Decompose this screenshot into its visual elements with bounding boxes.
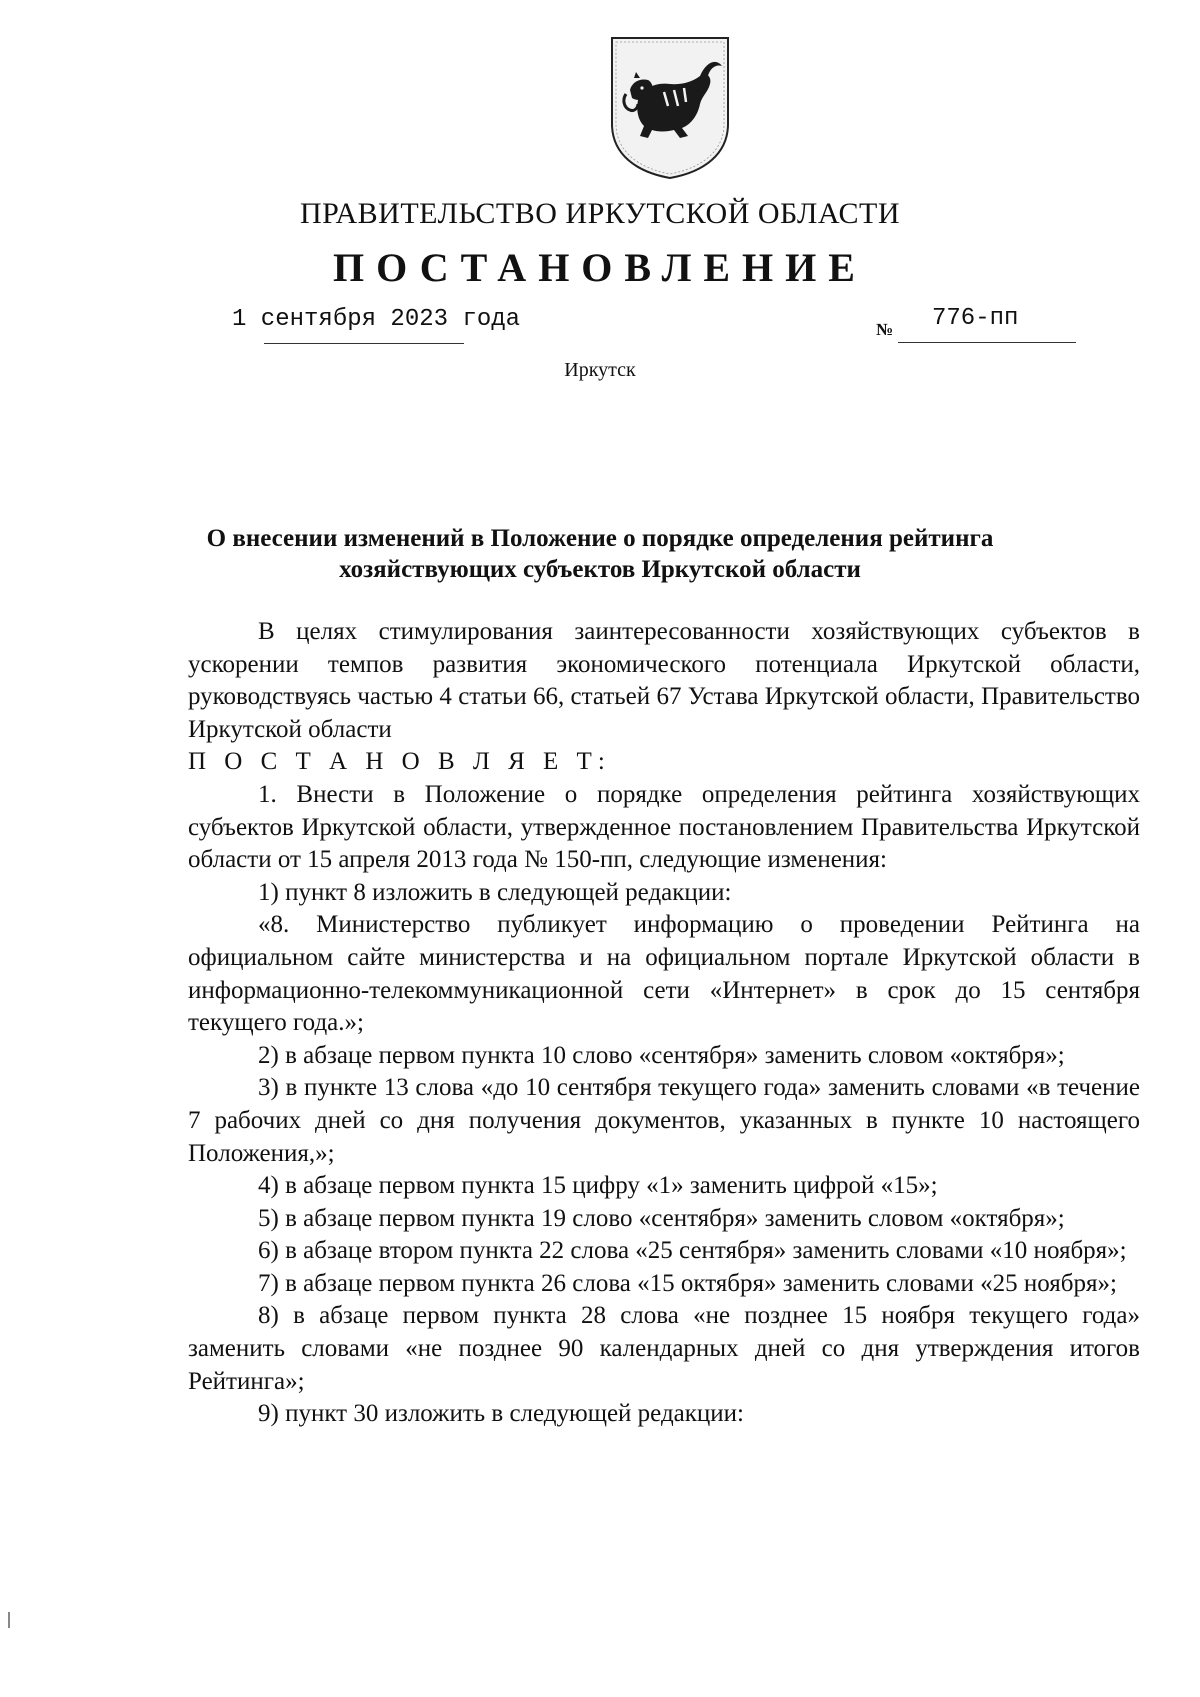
subject-line-2: хозяйствующих субъектов Иркутской области — [339, 556, 861, 583]
body-paragraph: 2) в абзаце первом пункта 10 слово «сентября» заменить словом «октября»; — [258, 1041, 1065, 1069]
body-paragraph: 4) в абзаце первом пункта 15 цифру «1» заменить цифрой «15»; — [258, 1172, 938, 1200]
preamble-paragraph: В целях стимулирования заинтересованности хозяйствующих субъектов в ускорении темпов развития экономического потенциала Иркутской области, руководствуясь частью 4 статьи 66, статьей 67 Устава Иркутской области, Правительство Иркутской области — [188, 618, 1140, 743]
document-subject — [140, 523, 1060, 585]
scan-margin-mark — [8, 1612, 10, 1628]
document-type: ПОСТАНОВЛЕНИЕ — [333, 245, 867, 290]
body-paragraph: 8) в абзаце первом пункта 28 слова «не позднее 15 ноября текущего года» заменить словами «не позднее 90 календарных дней со дня утверждения итогов Рейтинга»; — [188, 1302, 1140, 1395]
body-paragraph: «8. Министерство публикует информацию о проведении Рейтинга на официальном сайте министерства и на официальном портале Иркутской области в информационно-телекоммуникационной сети «Интернет» в срок до 15 сентября текущего года.»; — [188, 911, 1140, 1037]
document-date: 1 сентября 2023 года — [232, 306, 521, 333]
number-underline — [898, 342, 1076, 343]
document-number: 776-пп — [932, 305, 1019, 332]
body-paragraph: 1. Внести в Положение о порядке определения рейтинга хозяйствующих субъектов Иркутской области, утвержденное постановлением Правительства Иркутской области от 15 апреля 2013 года № 150-пп, следующие изменения: — [188, 780, 1140, 874]
document-body — [188, 616, 1140, 1431]
body-paragraph: 9) пункт 30 изложить в следующей редакции: — [258, 1400, 744, 1428]
number-sign: № — [876, 320, 894, 339]
document-city: Иркутск — [564, 359, 636, 381]
date-underline — [264, 343, 464, 344]
decree-word: П О С Т А Н О В Л Я Е Т: — [188, 748, 611, 776]
body-paragraph: 6) в абзаце втором пункта 22 слова «25 сентября» заменить словами «10 ноября»; — [258, 1237, 1127, 1265]
body-paragraph: 1) пункт 8 изложить в следующей редакции: — [258, 878, 732, 906]
irkutsk-coat-of-arms-icon — [608, 32, 732, 182]
body-paragraph: 7) в абзаце первом пункта 26 слова «15 октября» заменить словами «25 ноября»; — [258, 1269, 1117, 1297]
government-title: ПРАВИТЕЛЬСТВО ИРКУТСКОЙ ОБЛАСТИ — [299, 197, 901, 230]
body-paragraph: 3) в пункте 13 слова «до 10 сентября текущего года» заменить словами «в течение 7 рабочих дней со дня получения документов, указанных в пункте 10 настоящего Положения,»; — [188, 1074, 1140, 1167]
body-paragraph: 5) в абзаце первом пункта 19 слово «сентября» заменить словом «октября»; — [258, 1204, 1065, 1232]
subject-line-1: О внесении изменений в Положение о порядке определения рейтинга — [206, 525, 994, 552]
